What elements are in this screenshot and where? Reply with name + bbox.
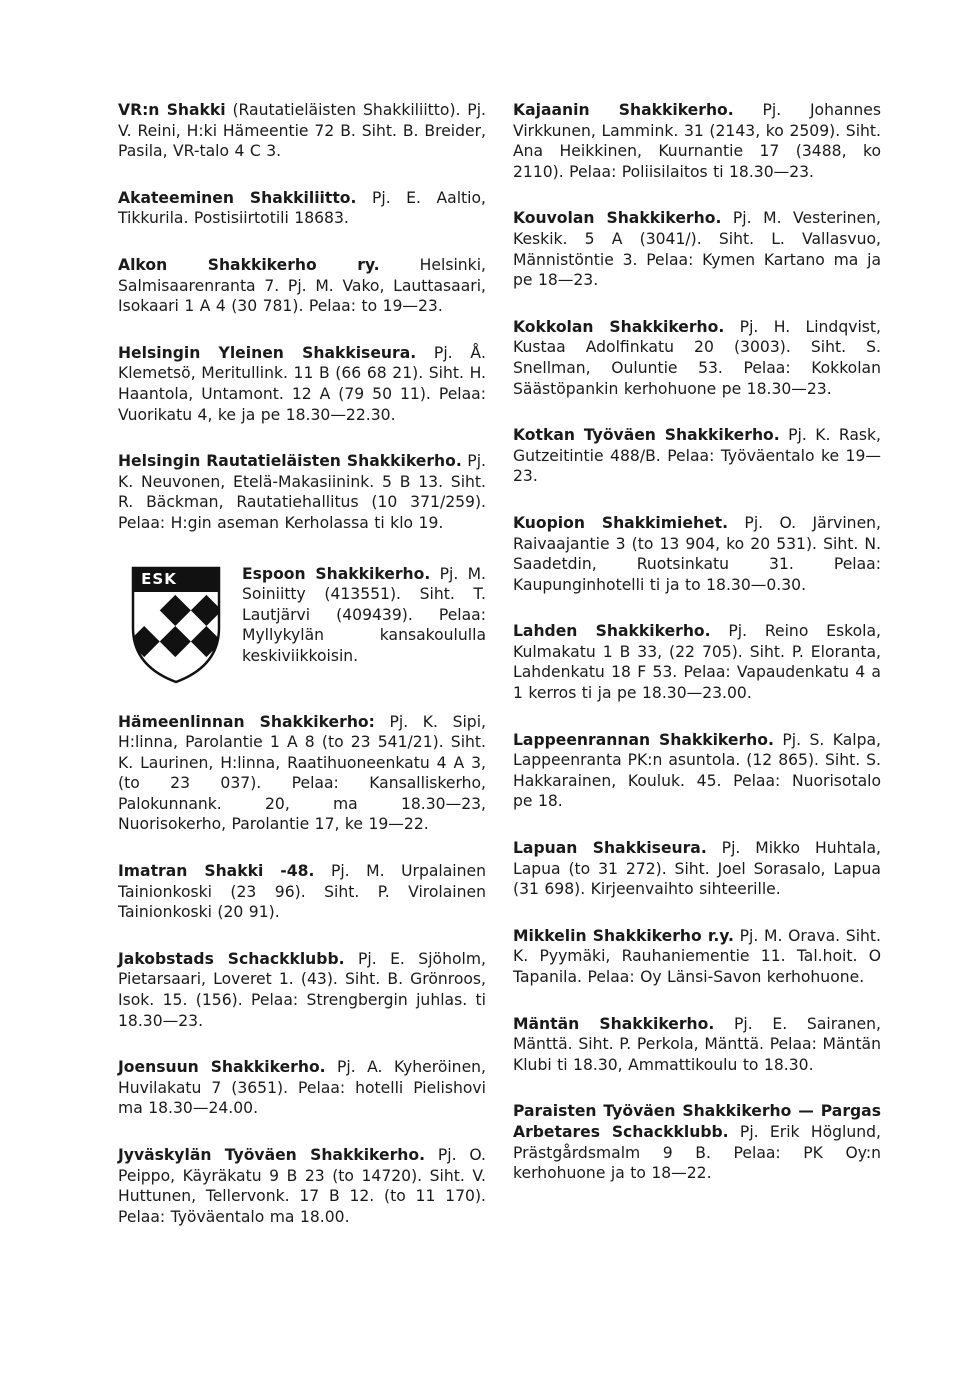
club-entry (513, 100, 881, 182)
club-name: Kuopion Shakkimiehet. (513, 513, 729, 532)
club-name: Paraisten Työväen Shakkikerho — Pargas Arbetares Schackklubb. (513, 1102, 881, 1141)
club-details: Pj. A. Kyheröinen, Huvilakatu 7 (3651). Pelaa: hotelli Pielishovi ma 18.30—24.00. (118, 1058, 487, 1118)
club-name: Imatran Shakki -48. (118, 862, 315, 881)
espoo-entry (118, 564, 486, 682)
esk-logo (131, 566, 221, 684)
club-entry (118, 100, 486, 162)
club-name: Helsingin Yleinen Shakkiseura. (118, 343, 417, 362)
club-details: Pj. E. Sjöholm, Pietarsaari, Loveret 1. (43). Siht. B. Grönroos, Isok. 15. (156). Pelaa: Strengbergin juhlas. ti 18.30—23. (118, 949, 486, 1030)
club-name: Helsingin Rautatieläisten Shakkikerho. (118, 452, 462, 471)
club-entry (513, 730, 881, 812)
club-details: Pj. Å. Klemetsö, Meritullink. 11 B (66 68 21). Siht. H. Haantola, Untamont. 12 A (79 50 11). Pelaa: Vuorikatu 4, ke ja pe 18.30—22.30. (118, 343, 486, 424)
club-entry (118, 712, 486, 836)
club-entry (118, 188, 486, 229)
club-entry (513, 838, 881, 900)
club-details: Pj. M. Soiniitty (413551). Siht. T. Lautjärvi (409439). Pelaa: Myllykylän kansakoululla keskiviikkoisin. (242, 564, 486, 665)
club-name: Hämeenlinnan Shakkikerho: (118, 712, 375, 731)
club-entry (118, 861, 486, 923)
club-details: Pj. E. Sairanen, Mänttä. Siht. P. Perkola, Mänttä. Pelaa: Mäntän Klubi ti 18.30, Ammattikoulu to 18.30. (513, 1014, 881, 1074)
club-name: Akateeminen Shakkiliitto. (118, 188, 357, 207)
club-details: Pj. Erik Höglund, Prästgårdsmalm 9 B. Pelaa: PK Oy:n kerhohuone ja to 18—22. (513, 1122, 881, 1183)
club-name: Mäntän Shakkikerho. (513, 1014, 715, 1033)
club-details: Pj. H. Lindqvist, Kustaa Adolfinkatu 20 (3003). Siht. S. Snellman, Ouluntie 53. Pelaa: Kokkolan Säästöpankin kerhohuone pe 18.30—23. (513, 317, 881, 398)
club-details: Pj. Johannes Virkkunen, Lammink. 31 (2143, ko 2509). Siht. Ana Heikkinen, Kuurnantie 17 (3488, ko 2110). Pelaa: Poliisilaitos ti 18.30—23. (513, 101, 882, 181)
club-name: Kajaanin Shakkikerho. (513, 101, 734, 119)
club-details: (Rautatieläisten Shakkiliitto). Pj. V. Reini, H:ki Hämeentie 72 B. Siht. B. Breider, Pasila, VR-talo 4 C 3. (118, 101, 486, 161)
club-details: Pj. Reino Eskola, Kulmakatu 1 B 33, (22 705). Siht. P. Eloranta, Lahdenkatu 18 F 53. Pelaa: Vapaudenkatu 4 a 1 kerros ti ja pe 18.30—23.00. (513, 622, 881, 703)
club-name: Jakobstads Schackklubb. (118, 949, 345, 968)
logo-text: ESK (141, 569, 177, 588)
club-details: Pj. E. Aaltio, Tikkurila. Postisiirtotili 18683. (118, 188, 486, 228)
club-name: Joensuun Shakkikerho. (118, 1058, 326, 1077)
club-entry (513, 317, 881, 399)
club-entry (513, 1101, 881, 1183)
right-column (513, 100, 881, 1210)
club-details: Pj. O. Järvinen, Raivaajantie 3 (to 13 904, ko 20 531). Siht. N. Saadetdin, Ruotsinkatu 31. Pelaa: Kaupunginhotelli ti ja to 18.30—0.30. (513, 513, 882, 594)
club-name: Lahden Shakkikerho. (513, 622, 711, 641)
club-name: VR:n Shakki (118, 101, 226, 119)
club-name: Lapuan Shakkiseura. (513, 839, 707, 858)
club-details: Pj. K. Sipi, H:linna, Parolantie 1 A 8 (to 23 541/21). Siht. K. Laurinen, H:linna, Raatihuoneenkatu 4 A 3, (to 23 037). Pelaa: Kansalliskerho, Palokunnank. 20, ma 18.30—23, Nuorisokerho, Parolantie 17, ke 19—22. (118, 712, 487, 834)
club-entry (513, 621, 881, 703)
club-name: Kouvolan Shakkikerho. (513, 209, 722, 228)
club-details: Helsinki, Salmisaarenranta 7. Pj. M. Vako, Lauttasaari, Isokaari 1 A 4 (30 781). Pelaa: to 19—23. (118, 255, 486, 316)
club-entry (513, 425, 881, 487)
club-entry (118, 1057, 486, 1119)
club-entry (118, 343, 486, 425)
left-column (118, 100, 486, 1253)
club-entry (242, 564, 486, 667)
club-name: Kotkan Työväen Shakkikerho. (513, 426, 780, 445)
club-details: Pj. M. Vesterinen, Keskik. 5 A (3041/). Siht. L. Vallasvuo, Männistöntie 3. Pelaa: Kymen Kartano ma ja pe 18—23. (513, 209, 881, 290)
club-entry (118, 255, 486, 317)
club-name: Jyväskylän Työväen Shakkikerho. (118, 1146, 425, 1164)
club-details: Pj. M. Urpalainen Tainionkoski (23 96). Siht. P. Virolainen Tainionkoski (20 91). (118, 862, 486, 922)
club-name: Lappeenrannan Shakkikerho. (513, 730, 774, 749)
club-details: Pj. O. Peippo, Käyräkatu 9 B 23 (to 14720). Siht. V. Huttunen, Tellervonk. 17 B 12. (to 11 170). Pelaa: Työväentalo ma 18.00. (118, 1146, 486, 1226)
club-details: Pj. K. Neuvonen, Etelä-Makasiinink. 5 B 13. Siht. R. Bäckman, Rautatiehallitus (10 371/259). Pelaa: H:gin aseman Kerholassa ti klo 19. (118, 452, 486, 532)
club-details: Pj. K. Rask, Gutzeitintie 488/B. Pelaa: Työväentalo ke 19—23. (513, 426, 881, 486)
club-entry (118, 949, 486, 1031)
club-details: Pj. S. Kalpa, Lappeenranta PK:n asuntola. (12 865). Siht. S. Hakkarainen, Kouluk. 45. Pelaa: Nuorisotalo pe 18. (513, 730, 882, 811)
club-entry (118, 1145, 486, 1227)
club-name: Mikkelin Shakkikerho r.y. (513, 926, 734, 945)
club-entry (513, 208, 881, 290)
club-entry (513, 926, 881, 988)
club-details: Pj. M. Orava. Siht. K. Pyymäki, Rauhaniementie 11. Tal.hoit. O Tapanila. Pelaa: Oy Länsi-Savon kerhohuone. (513, 926, 881, 986)
club-details: Pj. Mikko Huhtala, Lapua (to 31 272). Siht. Joel Sorasalo, Lapua (31 698). Kirjeenvaihto sihteerille. (513, 839, 881, 899)
club-entry (513, 513, 881, 595)
club-name: Kokkolan Shakkikerho. (513, 317, 725, 336)
club-name: Espoon Shakkikerho. (242, 564, 431, 583)
club-entry (118, 451, 486, 533)
club-entry (513, 1014, 881, 1076)
club-name: Alkon Shakkikerho ry. (118, 255, 380, 274)
